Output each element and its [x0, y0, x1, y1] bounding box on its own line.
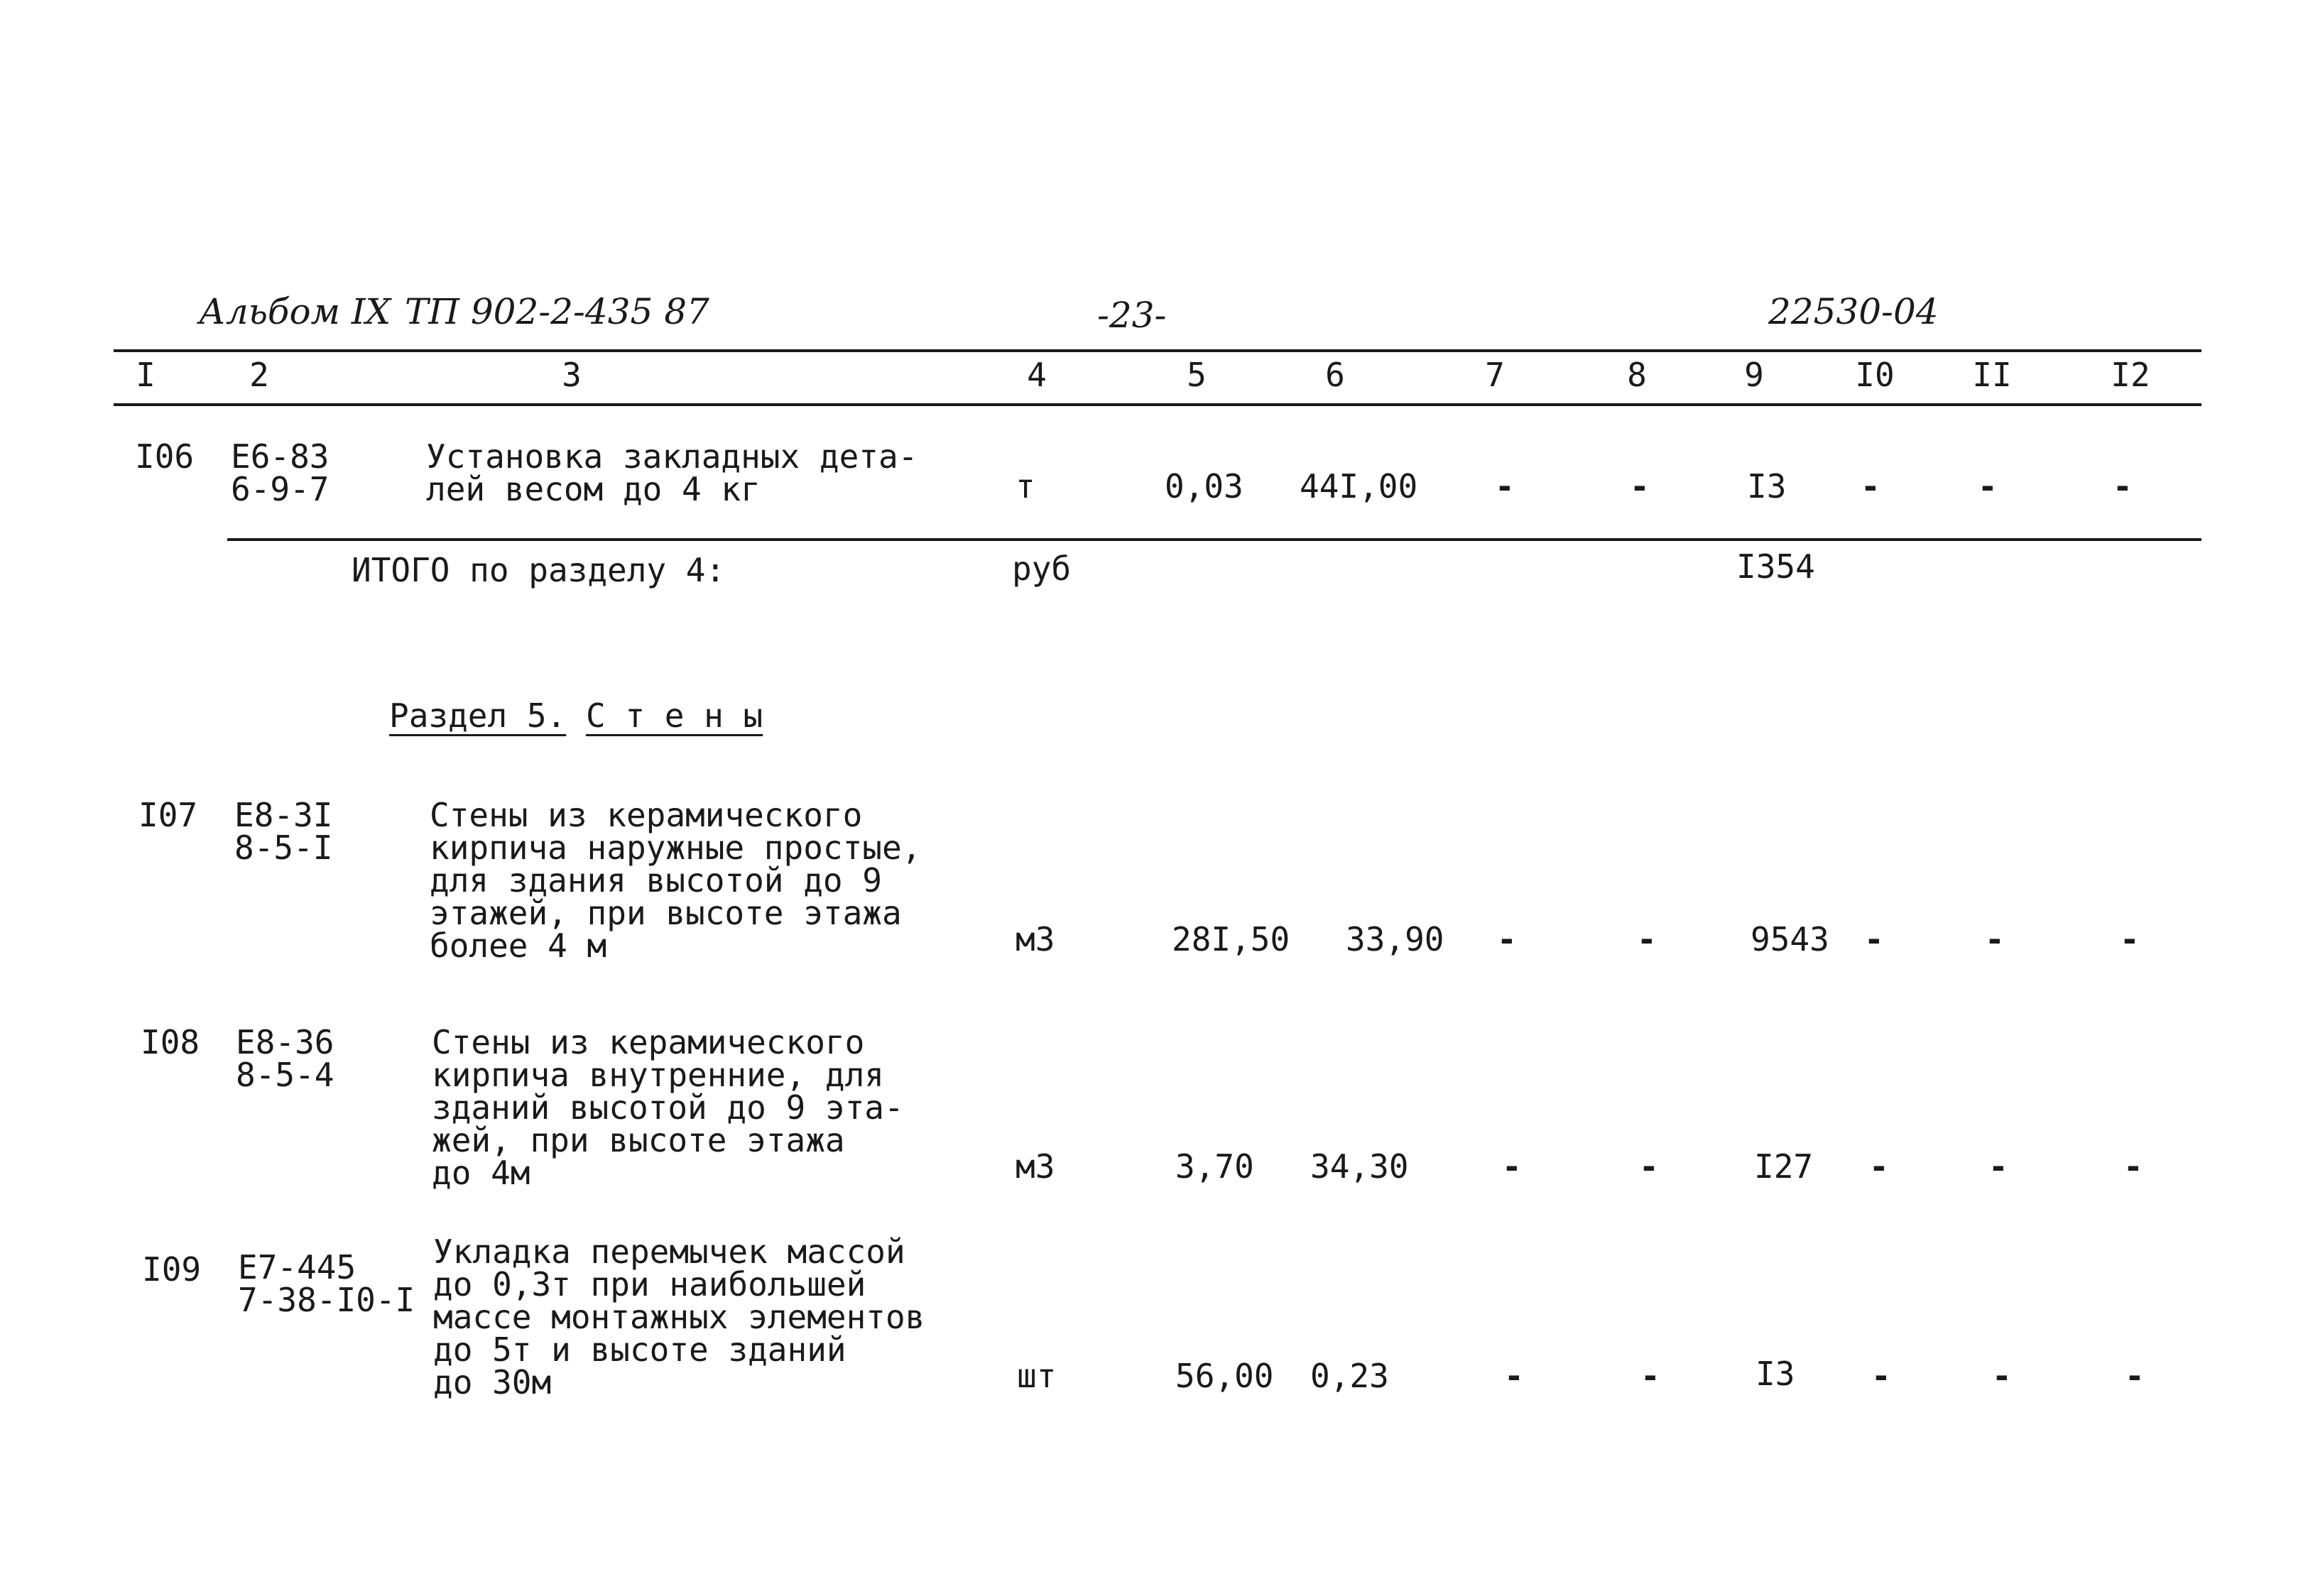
row-col12: -: [2123, 1147, 2143, 1186]
row-price: 44I,00: [1300, 467, 1418, 505]
row-col7: -: [1497, 920, 1517, 958]
row-total: 9543: [1751, 920, 1829, 958]
row-code: 8-5-I: [234, 829, 333, 867]
row-description: массе монтажных элементов: [433, 1298, 925, 1336]
row-total: I3: [1747, 467, 1787, 505]
table-header-bottom-rule: [114, 403, 2201, 406]
row-description: до 4м: [432, 1154, 530, 1192]
column-header: I: [136, 356, 156, 394]
document-code: 22530-04: [1768, 291, 1939, 332]
row-unit: м3: [1016, 1147, 1055, 1186]
column-header: I2: [2111, 356, 2150, 394]
row-col10: -: [1871, 1357, 1891, 1395]
row-unit: шт: [1017, 1357, 1057, 1395]
row-quantity: 3,70: [1175, 1147, 1254, 1186]
row-col10: -: [1869, 1147, 1889, 1186]
row-col7: -: [1495, 467, 1515, 505]
row-col10: -: [1864, 920, 1884, 958]
page-number: -23-: [1097, 295, 1167, 336]
row-total: I27: [1754, 1147, 1814, 1186]
row-code: 8-5-4: [236, 1056, 334, 1094]
row-description: зданий высотой до 9 эта-: [432, 1088, 904, 1127]
column-header: 4: [1027, 356, 1047, 394]
row-description: до 0,3т при наибольшей: [433, 1265, 866, 1303]
row-col11: -: [1985, 920, 2005, 958]
row-description: Стены из керамического: [432, 1023, 865, 1061]
row-col12: -: [2113, 467, 2133, 505]
column-header: 6: [1325, 356, 1345, 394]
row-total: I3: [1756, 1355, 1795, 1393]
row-quantity: 28I,50: [1172, 920, 1290, 958]
row-code: 6-9-7: [231, 470, 330, 508]
row-description: этажей, при высоте этажа: [430, 894, 902, 932]
row-description: для здания высотой до 9: [430, 861, 882, 900]
row-description: кирпича внутренние, для: [432, 1056, 884, 1094]
row-description: до 30м: [433, 1363, 552, 1401]
row-price: 0,23: [1310, 1357, 1389, 1395]
row-description: Укладка перемычек массой: [433, 1232, 905, 1271]
row-col8: -: [1637, 920, 1657, 958]
row-price: 33,90: [1346, 920, 1444, 958]
column-header: 7: [1485, 356, 1505, 394]
section-title: С т е н ы: [585, 696, 763, 735]
row-number: I09: [142, 1250, 202, 1289]
album-label: Альбом IX: [199, 291, 391, 332]
row-unit: м3: [1016, 920, 1055, 958]
row-price: 34,30: [1310, 1147, 1409, 1186]
row-description: жей, при высоте этажа: [432, 1121, 845, 1159]
row-code: Е7-445: [238, 1248, 356, 1286]
row-col8: -: [1630, 467, 1650, 505]
column-header: 8: [1627, 356, 1647, 394]
column-header: 5: [1187, 356, 1207, 394]
row-col7: -: [1504, 1357, 1524, 1395]
subtotal-rule: [227, 538, 2201, 541]
row-col11: -: [1988, 1147, 2008, 1186]
row-description: до 5т и высоте зданий: [433, 1330, 847, 1369]
row-col10: -: [1861, 467, 1880, 505]
row-col11: -: [1978, 467, 1998, 505]
subtotal-value: I354: [1736, 547, 1815, 586]
column-header: II: [1972, 356, 2012, 394]
row-col12: -: [2125, 1357, 2145, 1395]
row-unit: т: [1016, 467, 1035, 505]
project-number: ТП 902-2-435 87: [405, 291, 709, 332]
row-description: Стены из керамического: [430, 796, 863, 834]
row-col8: -: [1640, 1357, 1660, 1395]
row-code: Е8-3I: [234, 796, 333, 834]
row-code: Е8-36: [236, 1023, 334, 1061]
section-prefix: Раздел 5.: [389, 696, 567, 735]
row-number: I08: [141, 1023, 200, 1061]
section-heading: [389, 696, 763, 735]
row-description: лей весом до 4 кг: [426, 470, 761, 508]
row-col12: -: [2120, 920, 2140, 958]
row-quantity: 0,03: [1165, 467, 1243, 505]
row-description: кирпича наружные простые,: [430, 829, 922, 867]
row-code: 7-38-I0-I: [238, 1281, 415, 1319]
table-top-rule: [114, 349, 2201, 352]
row-col8: -: [1639, 1147, 1659, 1186]
row-number: I06: [135, 437, 195, 476]
row-col11: -: [1992, 1357, 2012, 1395]
column-header: 3: [562, 356, 582, 394]
row-quantity: 56,00: [1175, 1357, 1274, 1395]
column-header: 2: [249, 356, 269, 394]
subtotal-unit: руб: [1012, 550, 1072, 588]
row-number: I07: [138, 796, 198, 834]
row-description: Установка закладных дета-: [426, 437, 918, 476]
subtotal-label: ИТОГО по разделу 4:: [352, 551, 726, 589]
column-header: 9: [1744, 356, 1764, 394]
row-col7: -: [1502, 1147, 1522, 1186]
row-description: более 4 м: [430, 927, 607, 965]
column-header: I0: [1855, 356, 1895, 394]
row-code: Е6-83: [231, 437, 330, 476]
